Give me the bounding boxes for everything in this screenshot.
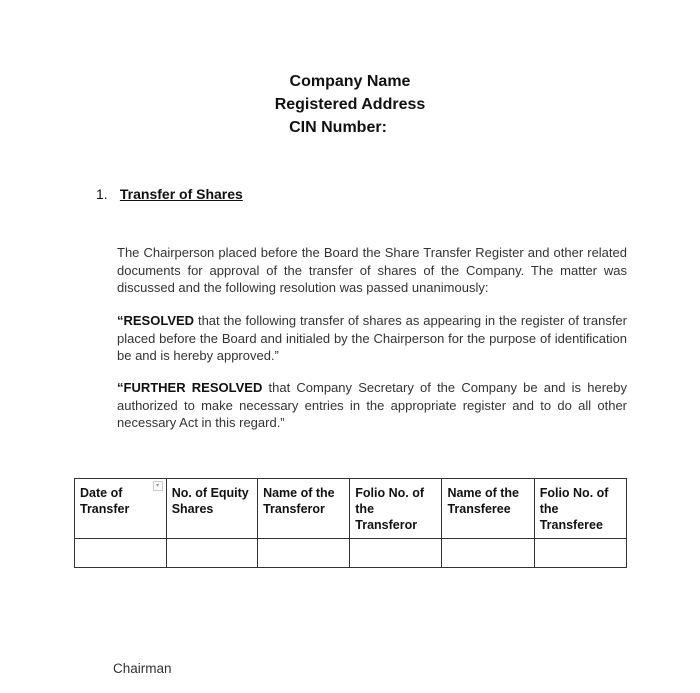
- column-menu-icon[interactable]: ▾: [153, 481, 163, 491]
- column-header-date-of-transfer: Date of Transfer ▾: [75, 479, 167, 539]
- table-row: [75, 539, 627, 568]
- section-heading: [96, 186, 243, 202]
- registered-address: Registered Address: [274, 96, 426, 113]
- document-header: [0, 70, 700, 139]
- table-cell[interactable]: [166, 539, 257, 568]
- column-header-transferor-folio: Folio No. of the Transferor: [350, 479, 442, 539]
- resolved-text: that the following transfer of shares as appearing in the register of transfer placed before the Board and initialed by the Chairperson for the purpose of identification be and is hereby approved.”: [117, 313, 627, 363]
- column-header-transferee-folio: Folio No. of the Transferee: [534, 479, 626, 539]
- cin-number: CIN Number:: [289, 119, 387, 136]
- further-resolved-text: that Company Secretary of the Company be and is hereby authorized to make necessary entries in the appropriate register and to do all other necessary Act in this regard.”: [117, 380, 627, 430]
- share-transfer-table: [74, 478, 627, 568]
- chairman-signature-label: Chairman: [113, 661, 172, 676]
- table-cell[interactable]: [442, 539, 534, 568]
- table-header-row: [75, 479, 627, 539]
- table-cell[interactable]: [350, 539, 442, 568]
- section-number: 1.: [96, 186, 108, 202]
- column-header-transferor-name: Name of the Transferor: [258, 479, 350, 539]
- company-name: Company Name: [289, 73, 411, 90]
- further-resolved-lead: “FURTHER RESOLVED: [117, 380, 263, 395]
- column-header-transferee-name: Name of the Transferee: [442, 479, 534, 539]
- column-header-equity-shares: No. of Equity Shares: [166, 479, 257, 539]
- resolved-lead: “RESOLVED: [117, 313, 195, 328]
- section-title: Transfer of Shares: [119, 186, 243, 202]
- further-resolved-paragraph: [117, 379, 627, 432]
- table-cell[interactable]: [258, 539, 350, 568]
- table-cell[interactable]: [534, 539, 626, 568]
- table-cell[interactable]: [75, 539, 167, 568]
- intro-paragraph: The Chairperson placed before the Board the Share Transfer Register and other related documents for approval of the transfer of shares of the Company. The matter was discussed and the following resolution was passed unanimously:: [117, 245, 627, 295]
- resolved-paragraph: [117, 312, 627, 365]
